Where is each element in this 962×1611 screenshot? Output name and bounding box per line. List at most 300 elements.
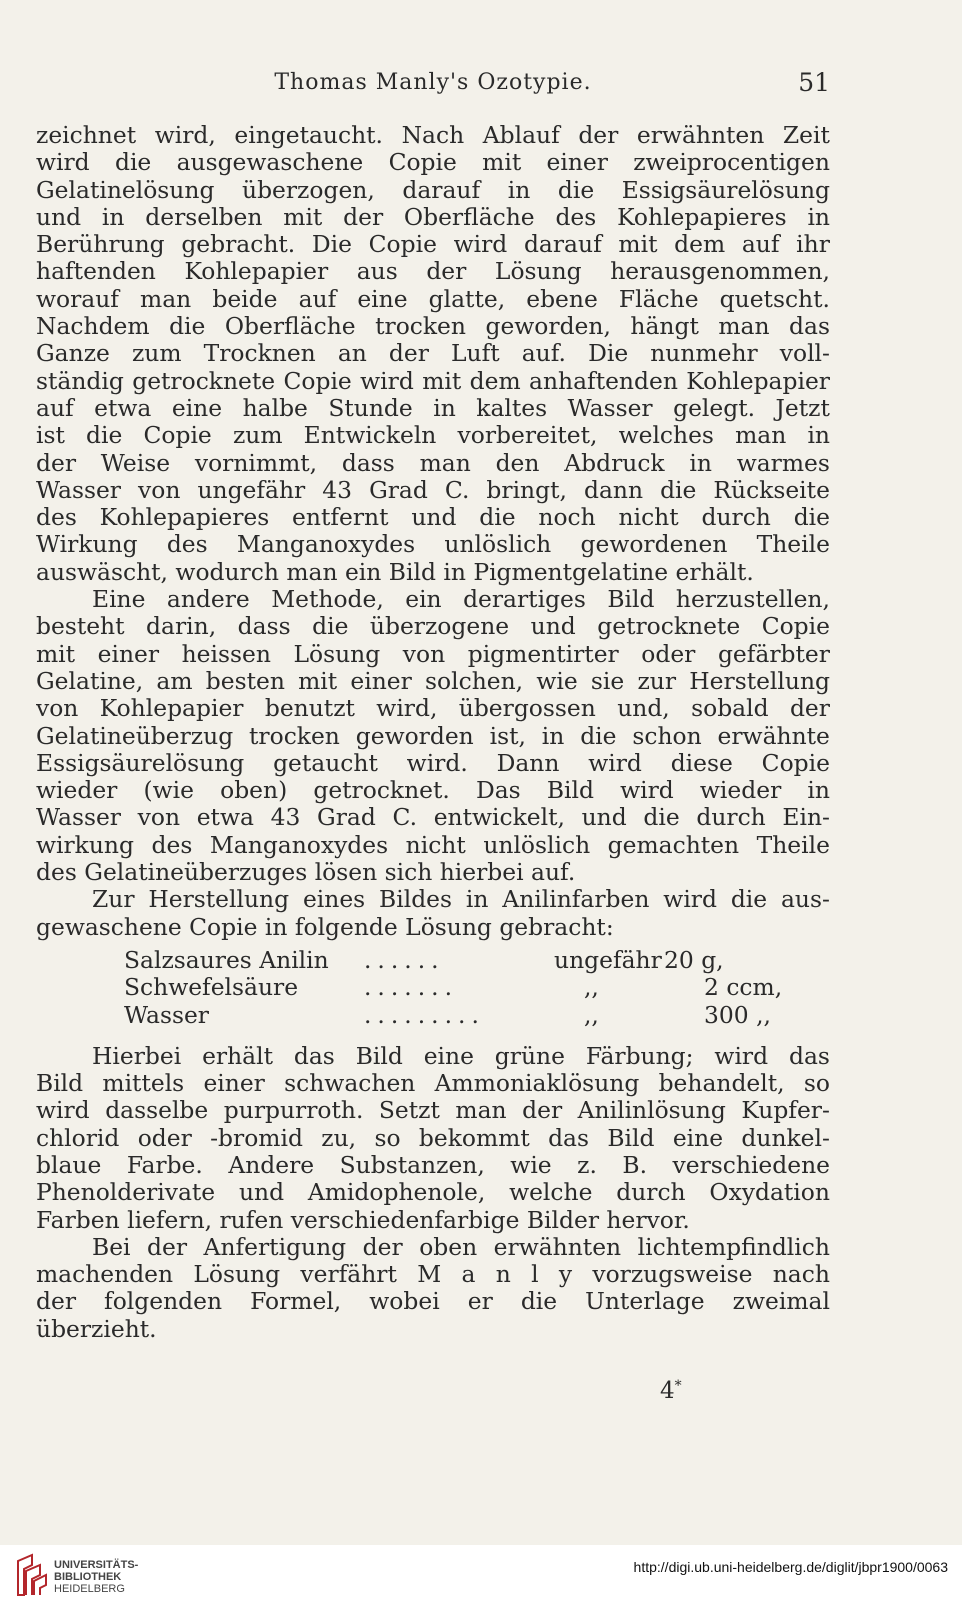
text-line bbox=[36, 1097, 830, 1124]
word: lichtempfindlich bbox=[637, 1233, 830, 1261]
paragraph-3 bbox=[36, 886, 830, 941]
page-header bbox=[36, 70, 830, 100]
word: und bbox=[238, 1179, 285, 1207]
word: anhaftenden bbox=[529, 367, 678, 395]
word: erwähnte bbox=[717, 722, 830, 750]
word: zweiprocentigen bbox=[633, 149, 830, 177]
word: Wasser bbox=[36, 804, 121, 832]
word: Copie bbox=[388, 149, 457, 177]
word: der bbox=[388, 340, 429, 368]
word: Kohlepapier bbox=[184, 258, 329, 286]
word: Kohlepapier bbox=[99, 695, 244, 723]
word: ausgewaschene bbox=[176, 149, 364, 177]
word: bringt, bbox=[486, 476, 567, 504]
word: Oxydation bbox=[709, 1179, 830, 1207]
word: die bbox=[86, 422, 123, 450]
word: vorzugsweise bbox=[592, 1261, 753, 1289]
word: blaue bbox=[36, 1151, 102, 1179]
recipe-row bbox=[124, 1002, 814, 1029]
text-line: gewaschene Copie in folgende Lösung gebracht: bbox=[36, 913, 614, 941]
word: oben) bbox=[220, 777, 288, 805]
word: wieder bbox=[699, 777, 782, 805]
leader-dots: ....... bbox=[364, 973, 459, 1002]
text-line bbox=[36, 1043, 830, 1070]
word: diese bbox=[670, 749, 733, 777]
word: sie bbox=[590, 667, 625, 695]
word: Rückseite bbox=[713, 476, 830, 504]
text-line bbox=[36, 613, 830, 640]
word: Copie bbox=[761, 749, 830, 777]
word: mit bbox=[283, 203, 323, 231]
word: auf bbox=[36, 394, 74, 422]
word: der bbox=[362, 1233, 403, 1261]
word: hängt bbox=[630, 313, 699, 341]
word: derartiges bbox=[463, 586, 586, 614]
word: (wie bbox=[143, 777, 194, 805]
word: herausgenommen, bbox=[610, 258, 830, 286]
text-line bbox=[36, 1070, 830, 1097]
word: herzustellen, bbox=[675, 586, 830, 614]
word: Wirkung bbox=[36, 531, 138, 559]
word: das bbox=[789, 313, 830, 341]
word: wird bbox=[588, 749, 642, 777]
word: C. bbox=[444, 476, 470, 504]
word: ist bbox=[36, 422, 65, 450]
word: die bbox=[312, 613, 349, 641]
word: B. bbox=[622, 1151, 648, 1179]
word: die bbox=[643, 804, 680, 832]
word: nunmehr bbox=[650, 340, 758, 368]
word: Copie bbox=[143, 422, 212, 450]
paragraph-2 bbox=[36, 586, 830, 886]
word: Anfertigung bbox=[203, 1233, 347, 1261]
word: dann bbox=[583, 476, 644, 504]
word: mit bbox=[36, 640, 76, 668]
word: sobald bbox=[691, 695, 769, 723]
text-line bbox=[36, 804, 830, 831]
word: wobei bbox=[369, 1288, 440, 1316]
word: worauf bbox=[36, 285, 119, 313]
word: wird bbox=[360, 367, 414, 395]
word: der bbox=[578, 122, 619, 149]
word: n bbox=[495, 1261, 511, 1289]
paragraph-5 bbox=[36, 1234, 830, 1343]
word: man bbox=[735, 422, 787, 450]
text-line bbox=[36, 395, 830, 422]
amount: 20 g, bbox=[664, 945, 724, 974]
word: besten bbox=[205, 667, 285, 695]
qualifier: ,, bbox=[584, 1000, 599, 1029]
word: eine bbox=[171, 394, 223, 422]
word: dem bbox=[469, 367, 521, 395]
word: Gelatinelösung bbox=[36, 176, 215, 204]
word: darin, bbox=[146, 613, 217, 641]
word: Copie bbox=[368, 231, 437, 259]
text-line bbox=[36, 695, 830, 722]
word: ein bbox=[405, 586, 442, 614]
word: l bbox=[531, 1261, 539, 1289]
word: purpurroth. bbox=[223, 1097, 364, 1125]
word: einer bbox=[350, 667, 412, 695]
word: er bbox=[467, 1288, 493, 1316]
word: das bbox=[548, 1124, 590, 1152]
paragraph-4 bbox=[36, 1043, 830, 1234]
word: ungefähr bbox=[197, 476, 306, 504]
word: 43 bbox=[322, 476, 353, 504]
recipe-row bbox=[124, 947, 814, 974]
word: Herstellung bbox=[148, 886, 290, 914]
word: welche bbox=[509, 1179, 593, 1207]
text-line bbox=[36, 177, 830, 204]
word: eine bbox=[672, 1124, 724, 1152]
word: z. bbox=[577, 1151, 597, 1179]
word: wie bbox=[510, 1151, 552, 1179]
word: Fläche bbox=[618, 285, 699, 313]
source-url-link[interactable]: http://digi.ub.uni-heidelberg.de/diglit/jbpr1900/0063 bbox=[633, 1559, 948, 1575]
word: getaucht bbox=[273, 749, 378, 777]
word: wird bbox=[453, 231, 508, 259]
word: verschiedene bbox=[672, 1151, 830, 1179]
word: Bild bbox=[546, 777, 594, 805]
word: machenden bbox=[36, 1261, 174, 1289]
word: in bbox=[507, 176, 531, 204]
word: die bbox=[580, 722, 617, 750]
word: darauf bbox=[402, 176, 481, 204]
word: 43 bbox=[270, 804, 301, 832]
word: dass bbox=[237, 613, 291, 641]
word: dem bbox=[674, 231, 726, 259]
word: andere bbox=[166, 586, 250, 614]
text-line bbox=[36, 886, 830, 913]
word: Nach bbox=[401, 122, 465, 149]
word: getrocknet. bbox=[313, 777, 450, 805]
word: wird, bbox=[376, 695, 438, 723]
text-line: überzieht. bbox=[36, 1315, 157, 1343]
word: gemachten bbox=[607, 831, 740, 859]
word: besteht bbox=[36, 613, 125, 641]
text-line bbox=[36, 1152, 830, 1179]
word: in bbox=[433, 394, 456, 422]
word: Hierbei bbox=[92, 1042, 182, 1070]
word: wird bbox=[36, 149, 90, 177]
word: Grad bbox=[369, 476, 428, 504]
word: Formel, bbox=[250, 1288, 342, 1316]
word: heissen bbox=[181, 640, 271, 668]
word: auf bbox=[741, 231, 780, 259]
word: etwa bbox=[94, 394, 152, 422]
word: solchen, bbox=[425, 667, 524, 695]
word: Manganoxydes bbox=[236, 531, 416, 559]
word: einer bbox=[97, 640, 160, 668]
word: Dann bbox=[496, 749, 560, 777]
word: der bbox=[36, 449, 76, 477]
word: Zur bbox=[92, 886, 135, 914]
word: unlöslich bbox=[483, 831, 591, 859]
word: von bbox=[137, 804, 181, 832]
word: kaltes bbox=[476, 394, 548, 422]
word: am bbox=[156, 667, 193, 695]
word: überzogene bbox=[369, 613, 510, 641]
text-line bbox=[36, 340, 830, 367]
word: in bbox=[807, 777, 830, 805]
word: wie bbox=[536, 667, 578, 695]
word: trocken bbox=[375, 313, 466, 341]
library-line-2: BIBLIOTHEK bbox=[54, 1571, 122, 1583]
word: eine bbox=[357, 285, 408, 313]
word: Kupfer- bbox=[741, 1097, 830, 1125]
word: man bbox=[718, 313, 770, 341]
word: des bbox=[36, 504, 77, 532]
text-line bbox=[36, 586, 830, 613]
word: nicht bbox=[618, 504, 679, 532]
word: wird bbox=[620, 777, 674, 805]
word: vorbereitet, bbox=[457, 422, 598, 450]
word: zur bbox=[637, 667, 677, 695]
word: y bbox=[558, 1261, 573, 1289]
text-line bbox=[36, 422, 830, 449]
word: voll- bbox=[779, 340, 830, 368]
word: Gelatine, bbox=[36, 667, 144, 695]
word: Jetzt bbox=[775, 394, 830, 422]
recipe-table bbox=[124, 947, 814, 1029]
text-line: des Gelatineüberzuges lösen sich hierbei auf. bbox=[36, 859, 576, 887]
word: oben bbox=[419, 1233, 478, 1261]
word: dunkel- bbox=[741, 1124, 830, 1152]
word: Ablauf bbox=[482, 122, 560, 149]
word: Copie bbox=[283, 367, 352, 395]
word: Theile bbox=[756, 531, 830, 559]
word: eine bbox=[423, 1042, 474, 1070]
word: die bbox=[557, 176, 595, 204]
word: Copie bbox=[761, 613, 830, 641]
word: übergossen bbox=[458, 695, 596, 723]
text-line bbox=[36, 832, 830, 859]
word: in bbox=[541, 722, 565, 750]
word: Die bbox=[311, 231, 352, 259]
text-line bbox=[36, 777, 830, 804]
word: so bbox=[374, 1124, 401, 1152]
word: Lösung bbox=[494, 258, 582, 286]
ingredient-name: Salzsaures Anilin bbox=[124, 945, 329, 974]
word: einer bbox=[546, 149, 608, 177]
word: Essigsäurelösung bbox=[36, 749, 245, 777]
word: wird. bbox=[406, 749, 468, 777]
text-line bbox=[36, 368, 830, 395]
word: einer bbox=[203, 1070, 265, 1098]
word: die bbox=[520, 1288, 558, 1316]
word: entwickelt, bbox=[433, 804, 565, 832]
word: Lösung bbox=[193, 1261, 281, 1289]
text-line bbox=[36, 504, 830, 531]
word: wird, bbox=[154, 122, 216, 149]
text-line bbox=[36, 1179, 830, 1206]
word: wirkung bbox=[36, 831, 134, 859]
word: Ammoniaklösung bbox=[434, 1070, 640, 1098]
word: dass bbox=[341, 449, 395, 477]
word: des bbox=[166, 531, 208, 559]
word: zeichnet bbox=[36, 122, 137, 149]
word: haftenden bbox=[36, 258, 156, 286]
body-text bbox=[36, 122, 830, 1343]
text-line bbox=[36, 641, 830, 668]
word: verfährt bbox=[300, 1261, 397, 1289]
word: aus- bbox=[780, 886, 830, 914]
word: Entwickeln bbox=[303, 422, 437, 450]
word: Trocknen bbox=[203, 340, 316, 368]
word: die bbox=[169, 313, 206, 341]
running-title: Thomas Manly's Ozotypie. bbox=[274, 70, 592, 95]
word: in bbox=[689, 449, 712, 477]
text-line bbox=[36, 313, 830, 340]
word: in bbox=[807, 422, 830, 450]
word: nicht bbox=[405, 831, 466, 859]
word: schon bbox=[632, 722, 702, 750]
word: -bromid bbox=[210, 1124, 303, 1152]
word: Anilinlösung bbox=[577, 1097, 726, 1125]
word: von bbox=[36, 695, 79, 723]
word: Essigsäurelösung bbox=[621, 176, 830, 204]
word: an bbox=[337, 340, 367, 368]
word: Kohlepapieres bbox=[99, 504, 270, 532]
word: ebene bbox=[526, 285, 598, 313]
word: wieder bbox=[36, 777, 118, 805]
word: so bbox=[803, 1070, 830, 1098]
word: und, bbox=[617, 695, 670, 723]
word: Färbung; bbox=[585, 1042, 694, 1070]
word: die bbox=[660, 476, 697, 504]
word: auf. bbox=[521, 340, 566, 368]
word: erwähnten bbox=[493, 1233, 622, 1261]
word: Luft bbox=[450, 340, 500, 368]
word: oder bbox=[137, 1124, 192, 1152]
amount: 2 ccm, bbox=[704, 973, 783, 1002]
text-line: Farben liefern, rufen verschiedenfarbige Bilder hervor. bbox=[36, 1206, 690, 1234]
word: unlöslich bbox=[444, 531, 552, 559]
word: mit bbox=[482, 149, 522, 177]
word: Bild bbox=[355, 1042, 403, 1070]
text-line bbox=[36, 1261, 830, 1288]
word: Bild bbox=[607, 1124, 655, 1152]
word: und bbox=[36, 203, 82, 231]
word: man bbox=[455, 1097, 507, 1125]
text-line bbox=[36, 531, 830, 558]
text-line bbox=[36, 204, 830, 231]
word: der bbox=[36, 1288, 76, 1316]
word: aus bbox=[356, 258, 398, 286]
word: Oberfläche bbox=[224, 313, 356, 341]
word: Bild bbox=[36, 1070, 84, 1098]
word: folgenden bbox=[104, 1288, 223, 1316]
word: entfernt bbox=[292, 504, 389, 532]
word: gelegt. bbox=[673, 394, 756, 422]
word: Grad bbox=[317, 804, 376, 832]
word: das bbox=[293, 1042, 335, 1070]
word: getrocknete bbox=[132, 367, 276, 395]
word: gefärbter bbox=[717, 640, 830, 668]
word: Eine bbox=[92, 586, 146, 614]
word: grüne bbox=[494, 1042, 565, 1070]
word: wird bbox=[36, 1097, 90, 1125]
word: Stunde bbox=[328, 394, 413, 422]
word: der bbox=[343, 203, 384, 231]
word: der bbox=[147, 1233, 188, 1261]
word: oder bbox=[641, 640, 696, 668]
word: die bbox=[793, 504, 830, 532]
ingredient-name: Schwefelsäure bbox=[124, 973, 299, 1002]
word: Phenolderivate bbox=[36, 1179, 216, 1207]
word: eingetaucht. bbox=[234, 122, 383, 149]
word: Das bbox=[475, 777, 521, 805]
word: ständig bbox=[36, 367, 124, 395]
word: Oberfläche bbox=[403, 203, 535, 231]
word: mittels bbox=[102, 1070, 185, 1098]
word: Die bbox=[588, 340, 629, 368]
library-name bbox=[54, 1559, 138, 1595]
word: Wasser bbox=[36, 476, 121, 504]
word: erhält bbox=[202, 1042, 273, 1070]
word: mit bbox=[298, 667, 338, 695]
word: glatte, bbox=[428, 285, 506, 313]
amount: 300 ,, bbox=[704, 1000, 771, 1029]
word: von bbox=[138, 476, 181, 504]
word: Gelatineüberzug bbox=[36, 722, 234, 750]
word: Amidophenole, bbox=[307, 1179, 486, 1207]
word: eines bbox=[302, 886, 366, 914]
word: das bbox=[788, 1042, 830, 1070]
word: halbe bbox=[242, 394, 308, 422]
word: der bbox=[789, 695, 830, 723]
word: Bild bbox=[607, 586, 655, 614]
word: der bbox=[522, 1097, 563, 1125]
word: von bbox=[402, 640, 446, 668]
word: behandelt, bbox=[658, 1070, 785, 1098]
word: a bbox=[461, 1261, 476, 1289]
word: warmes bbox=[736, 449, 830, 477]
word: Wasser bbox=[567, 394, 653, 422]
word: die bbox=[114, 149, 152, 177]
word: M bbox=[417, 1261, 442, 1289]
footer-bar bbox=[0, 1545, 962, 1611]
word: mit bbox=[618, 231, 658, 259]
word: vornimmt, bbox=[194, 449, 318, 477]
text-line bbox=[36, 1125, 830, 1152]
word: Weise bbox=[100, 449, 171, 477]
word: wird bbox=[663, 886, 717, 914]
word: Andere bbox=[228, 1151, 315, 1179]
word: geworden, bbox=[485, 313, 611, 341]
word: chlorid bbox=[36, 1124, 120, 1152]
word: gewordenen bbox=[580, 531, 728, 559]
word: Herstellung bbox=[689, 667, 830, 695]
text-line bbox=[36, 122, 830, 149]
word: derselben bbox=[145, 203, 263, 231]
word: ist, bbox=[489, 722, 526, 750]
word: zum bbox=[131, 340, 182, 368]
word: in bbox=[465, 886, 489, 914]
word: beide bbox=[212, 285, 278, 313]
qualifier: ungefähr bbox=[554, 945, 662, 974]
text-line bbox=[36, 149, 830, 176]
word: Theile bbox=[756, 831, 830, 859]
word: Farbe. bbox=[126, 1151, 203, 1179]
text-line bbox=[36, 258, 830, 285]
word: Substanzen, bbox=[339, 1151, 485, 1179]
text-line bbox=[36, 668, 830, 695]
qualifier: ,, bbox=[584, 973, 599, 1002]
word: C. bbox=[392, 804, 418, 832]
text-line bbox=[36, 1234, 830, 1261]
word: Bildes bbox=[379, 886, 453, 914]
